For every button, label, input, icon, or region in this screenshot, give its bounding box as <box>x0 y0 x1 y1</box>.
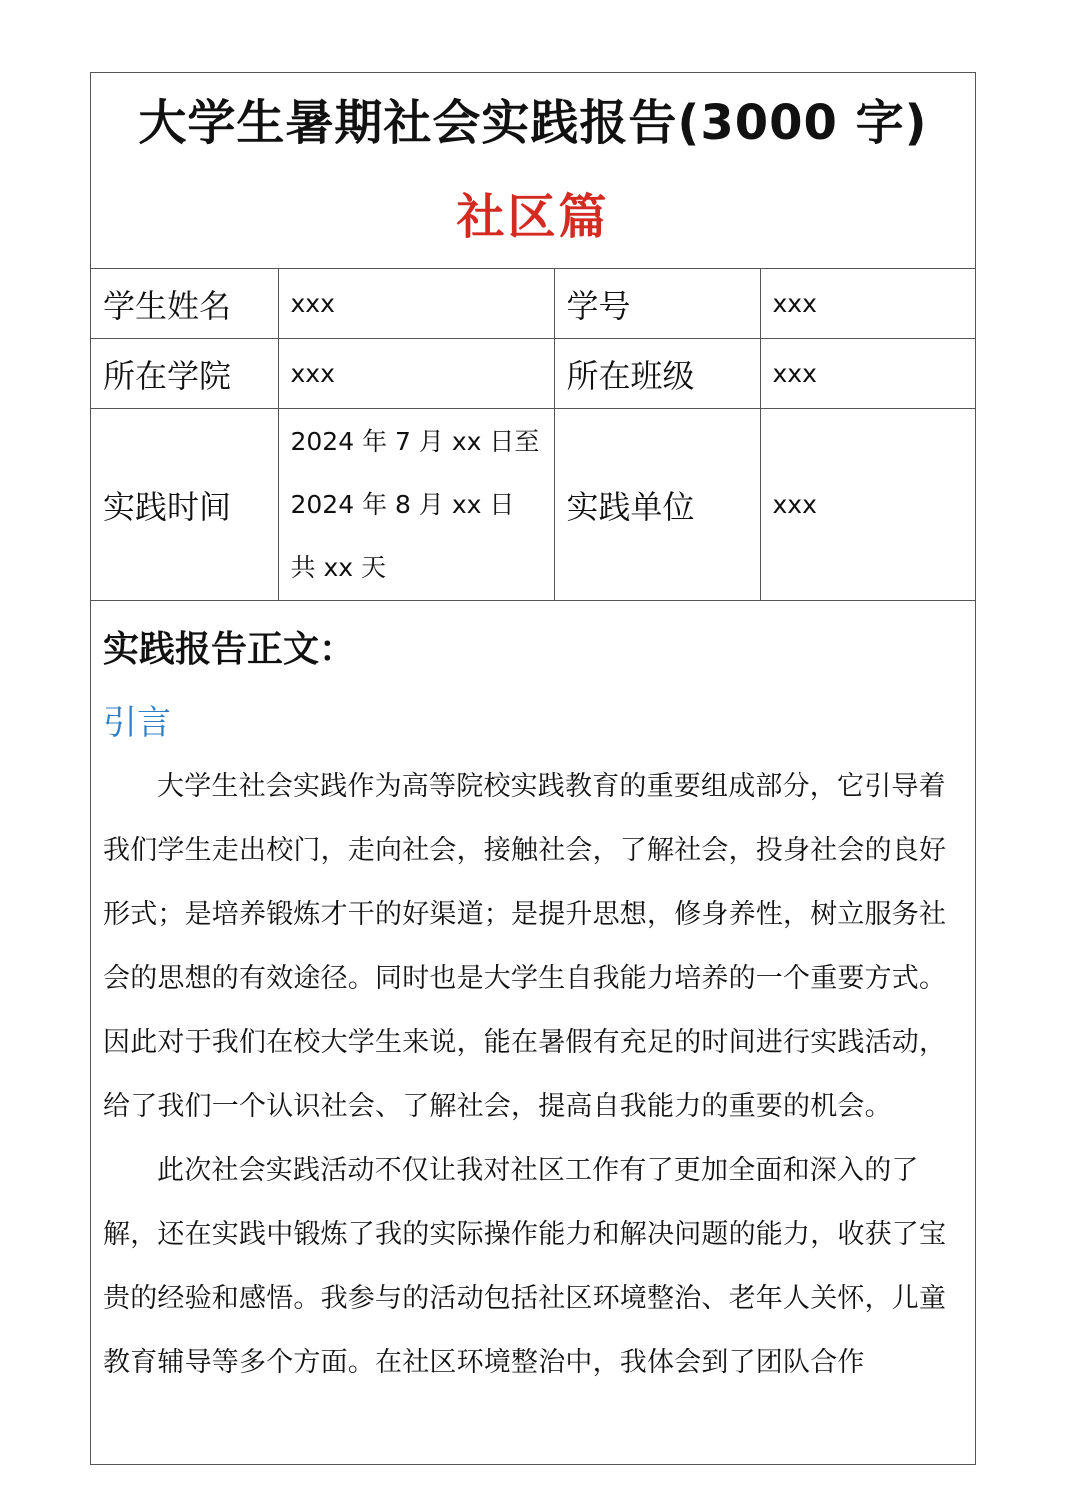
practice-unit-label: 实践单位 <box>554 409 760 601</box>
student-name-value: xxx <box>278 269 554 339</box>
class-label: 所在班级 <box>554 339 760 409</box>
time-end-line: 2024 年 8 月 xx 日 <box>290 490 515 519</box>
practice-time-value <box>278 409 554 601</box>
table-row <box>91 409 976 601</box>
body-paragraph: 大学生社会实践作为高等院校实践教育的重要组成部分，它引导着我们学生走出校门，走向社会，接触社会，了解社会，投身社会的良好形式；是培养锻炼才干的好渠道；是提升思想，修身养性，树立服务社会的思想的有效途径。同时也是大学生自我能力培养的一个重要方式。因此对于我们在校大学生来说，能在暑假有充足的时间进行实践活动，给了我们一个认识社会、了解社会，提高自我能力的重要的机会。 <box>103 771 947 1122</box>
student-id-label: 学号 <box>554 269 760 339</box>
report-title: 大学生暑期社会实践报告(3000 字) <box>138 95 928 151</box>
intro-heading: 引言 <box>103 703 171 743</box>
body-paragraph: 此次社会实践活动不仅让我对社区工作有了更加全面和深入的了解，还在实践中锻炼了我的实际操作能力和解决问题的能力，收获了宝贵的经验和感悟。我参与的活动包括社区环境整治、老年人关怀，儿童教育辅导等多个方面。在社区环境整治中，我体会到了团队合作 <box>103 1155 947 1378</box>
student-id-value: xxx <box>760 269 976 339</box>
report-subtitle: 社区篇 <box>456 189 610 245</box>
report-body <box>91 627 975 1395</box>
time-total-line: 共 xx 天 <box>290 553 386 582</box>
practice-unit-value: xxx <box>760 409 976 601</box>
college-label: 所在学院 <box>91 339 278 409</box>
body-heading: 实践报告正文： <box>103 629 356 670</box>
time-start-line: 2024 年 7 月 xx 日至 <box>290 427 540 456</box>
student-info-table <box>91 269 976 601</box>
report-document <box>90 72 976 1465</box>
class-value: xxx <box>760 339 976 409</box>
student-name-label: 学生姓名 <box>91 269 278 339</box>
practice-time-label: 实践时间 <box>91 409 278 601</box>
title-block <box>91 73 975 269</box>
table-row <box>91 339 976 409</box>
table-row <box>91 269 976 339</box>
college-value: xxx <box>278 339 554 409</box>
